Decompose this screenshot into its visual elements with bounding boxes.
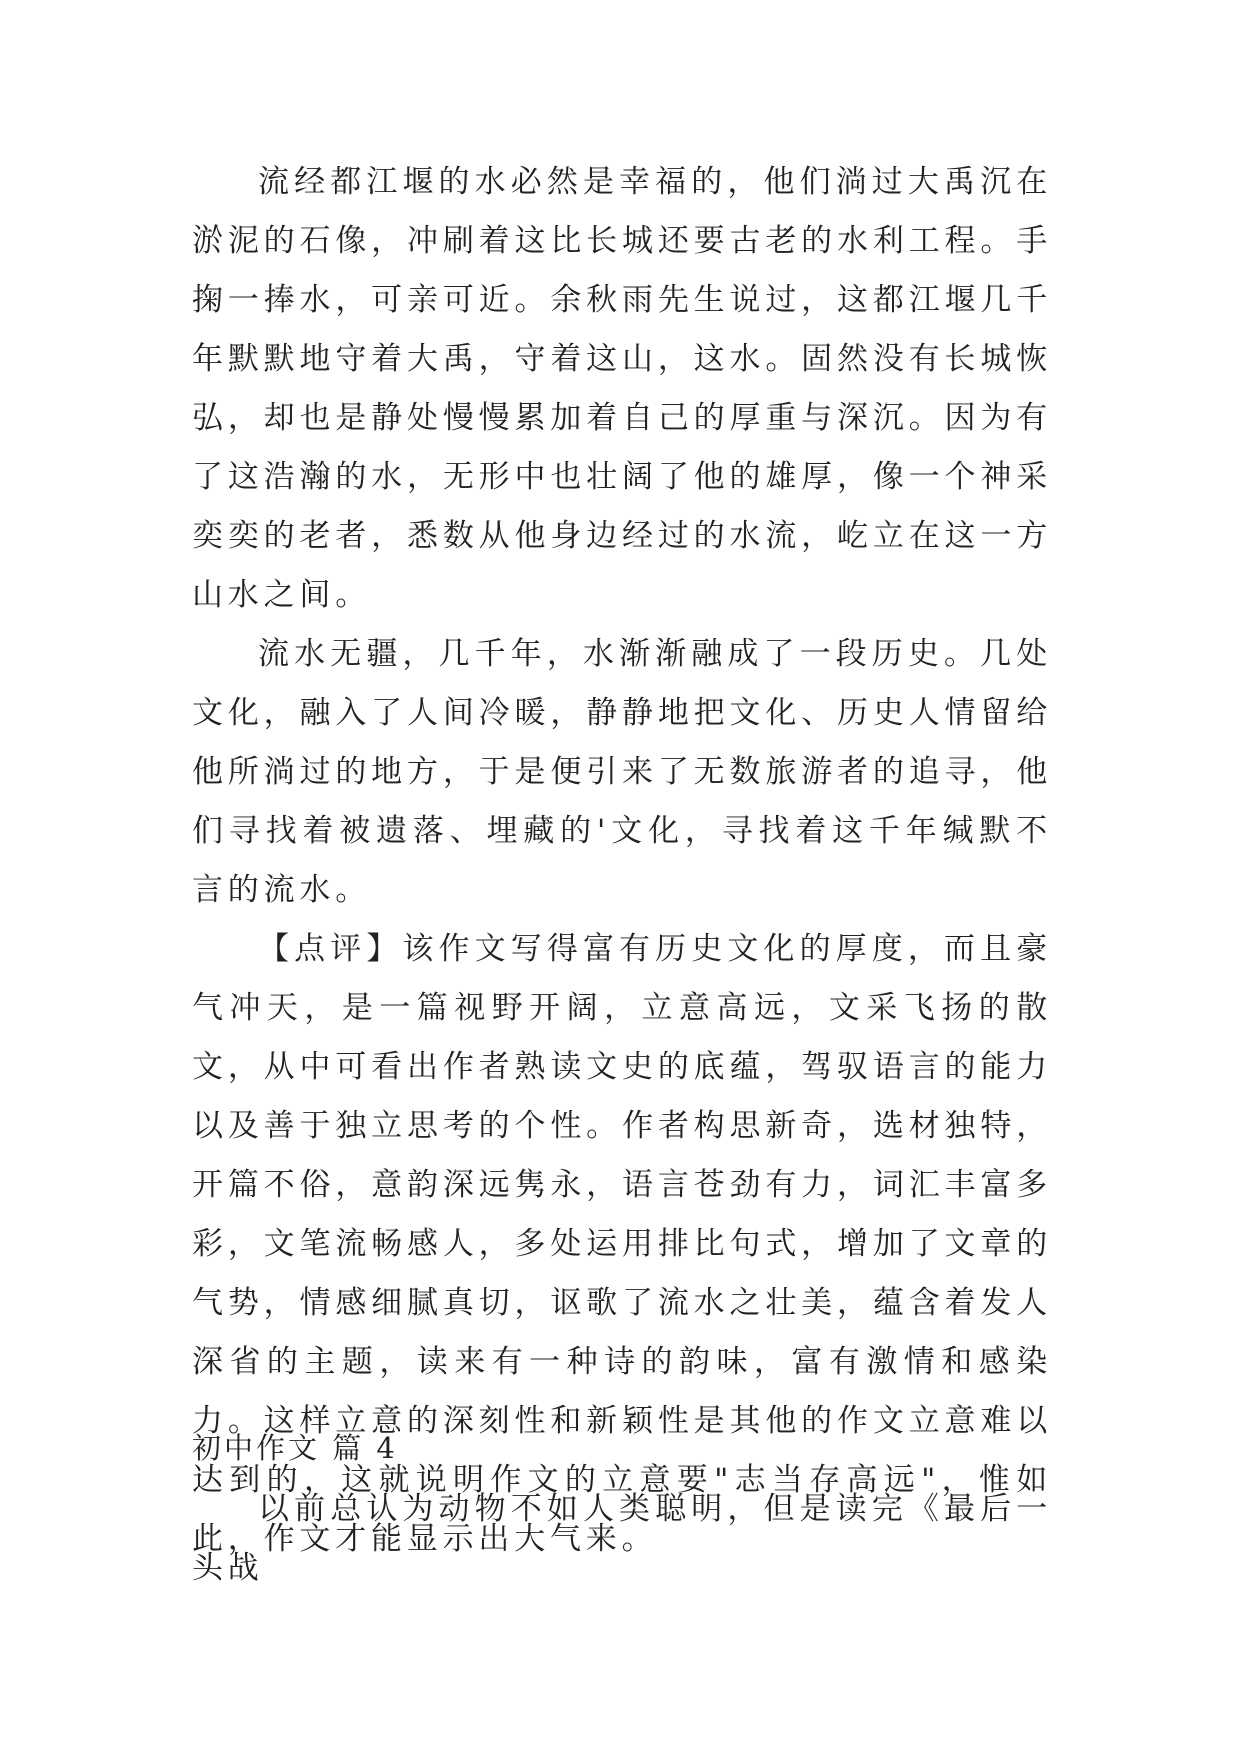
paragraph-next-start: 以前总认为动物不如人类聪明，但是读完《最后一头战 (192, 1491, 1052, 1586)
section-heading: 初中作文 篇 4 (192, 1431, 398, 1465)
paragraph-commentary: 【点评】该作文写得富有历史文化的厚度，而且豪气冲天，是一篇视野开阔，立意高远，文采飞扬的散文，从中可看出作者熟读文史的底蕴，驾驭语言的能力以及善于独立思考的个性。作者构思新奇，选材独特，开篇不俗，意韵深远隽永，语言苍劲有力，词汇丰富多彩，文笔流畅感人，多处运用排比句式，增加了文章的气势，情感细腻真切，讴歌了流水之壮美，蕴含着发人深省的主题，读来有一种诗的韵味，富有激情和感染力。这样立意的深刻性和新颖性是其他的作文立意难以达到的，这就说明作文的立意要"志当存高远"，惟如此，作文才能显示出大气来。 (192, 931, 1052, 1557)
next-article-body (192, 1480, 1052, 1598)
article-body (192, 153, 1052, 1569)
paragraph-flowing-water: 流水无疆，几千年，水渐渐融成了一段历史。几处文化，融入了人间冷暖，静静地把文化、历史人情留给他所淌过的地方，于是便引来了无数旅游者的追寻，他们寻找着被遗落、埋藏的'文化，寻找着这千年缄默不言的流水。 (192, 636, 1052, 908)
paragraph-dujiangyan: 流经都江堰的水必然是幸福的，他们淌过大禹沉在淤泥的石像，冲刷着这比长城还要古老的水利工程。手掬一捧水，可亲可近。余秋雨先生说过，这都江堰几千年默默地守着大禹，守着这山，这水。固然没有长城恢弘，却也是静处慢慢累加着自己的厚重与深沉。因为有了这浩瀚的水，无形中也壮阔了他的雄厚，像一个神采奕奕的老者，悉数从他身边经过的水流，屹立在这一方山水之间。 (192, 164, 1052, 613)
